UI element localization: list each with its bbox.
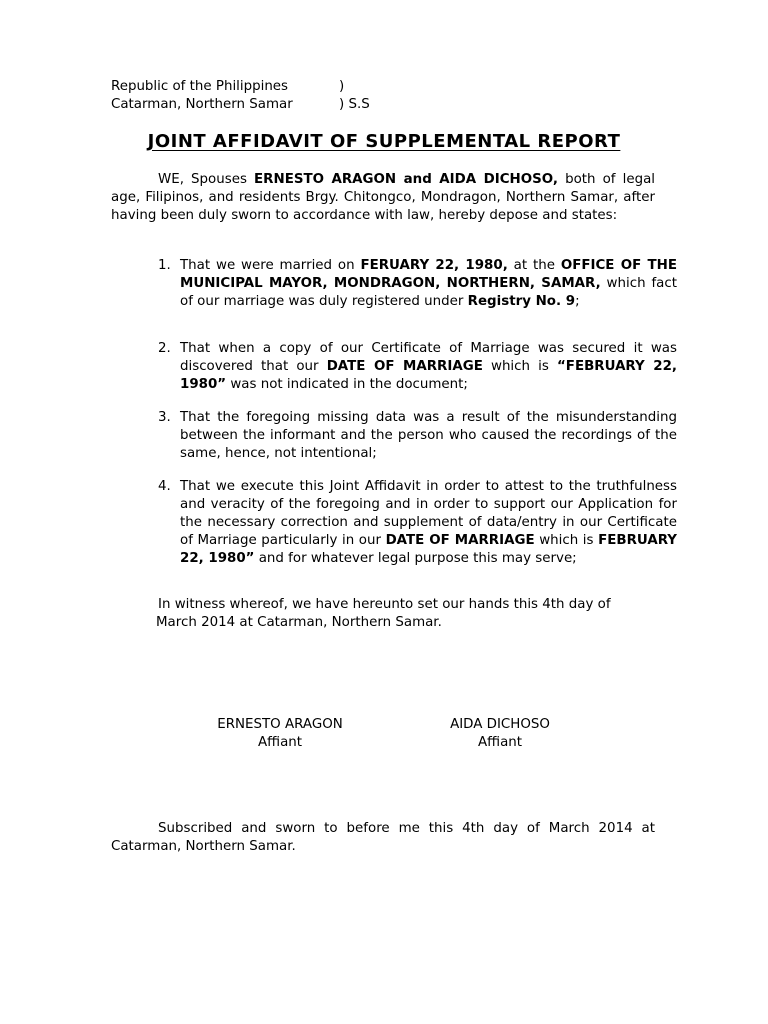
statement-number: 4. xyxy=(158,479,171,494)
statement-number: 3. xyxy=(158,410,171,425)
statement-item-3 xyxy=(158,409,677,463)
witness-line-2: March 2014 at Catarman, Northern Samar. xyxy=(156,615,442,630)
venue-block xyxy=(111,78,370,114)
signatory-name: AIDA DICHOSO xyxy=(450,717,550,732)
statement-text: ; xyxy=(575,294,580,309)
document-title xyxy=(0,131,768,153)
statement-text: That we were married on xyxy=(180,258,361,273)
statement-text: which fact of our marriage was duly registered under xyxy=(180,276,677,309)
statement-text: was not indicated in the document; xyxy=(226,377,468,392)
statement-registry: Registry No. 9 xyxy=(467,294,576,309)
statement-text: That the foregoing missing data was a result of the misunderstanding between the informant and the person who caused the recordings of the same, hence, not intentional; xyxy=(180,410,677,461)
statement-text: at the xyxy=(507,258,561,273)
statement-item-4 xyxy=(158,478,677,568)
witness-clause xyxy=(158,596,655,632)
witness-line-1: In witness whereof, we have hereunto set our hands this 4th day of xyxy=(158,597,611,612)
statement-date: “FEBRUARY 22, 1980” xyxy=(180,359,677,392)
statement-number: 2. xyxy=(158,341,171,356)
statement-emphasis: DATE OF MARRIAGE xyxy=(385,533,535,548)
signatory-role: Affiant xyxy=(257,735,303,750)
venue-line-country xyxy=(111,78,370,96)
venue-bracket: ) xyxy=(339,79,345,94)
statement-item-2 xyxy=(158,340,677,394)
statement-item-1 xyxy=(158,257,677,311)
intro-text-1: WE, Spouses xyxy=(158,172,255,187)
intro-affiants: ERNESTO ARAGON and AIDA DICHOSO, xyxy=(254,172,558,187)
statement-text: which is xyxy=(482,359,557,374)
signatory-husband xyxy=(190,716,370,752)
venue-ss: ) S.S xyxy=(339,97,370,112)
statement-date: FERUARY 22, 1980, xyxy=(360,258,508,273)
statement-text: That when a copy of our Certificate of Marriage was secured it was discovered that our xyxy=(180,341,677,374)
signatory-role: Affiant xyxy=(477,735,523,750)
statement-text: and for whatever legal purpose this may serve; xyxy=(254,551,577,566)
jurat-paragraph: Subscribed and sworn to before me this 4th day of March 2014 at Catarman, Northern Samar. xyxy=(111,821,655,854)
signatory-name: ERNESTO ARAGON xyxy=(217,717,343,732)
signatory-wife xyxy=(410,716,590,752)
intro-text-2: both of legal age, Filipinos, and residents Brgy. Chitongco, Mondragon, Northern Samar, after having been duly sworn to accordance with law, hereby depose and states: xyxy=(111,172,655,223)
statement-date: FEBRUARY 22, 1980” xyxy=(180,533,678,566)
statement-office: OFFICE OF THE MUNICIPAL MAYOR, MONDRAGON, NORTHERN, SAMAR, xyxy=(180,258,678,291)
statement-text: That we execute this Joint Affidavit in order to attest to the truthfulness and veracity of the foregoing and in order to support our Application for the necessary correction and supplement of data/entry in our Certificate of Marriage particularly in our xyxy=(180,479,677,548)
intro-paragraph xyxy=(111,171,655,225)
statement-emphasis: DATE OF MARRIAGE xyxy=(326,359,483,374)
statement-number: 1. xyxy=(158,258,171,273)
statement-text: which is xyxy=(534,533,599,548)
venue-city: Catarman, Northern Samar xyxy=(111,97,293,112)
venue-country: Republic of the Philippines xyxy=(111,79,289,94)
venue-line-city xyxy=(111,96,370,114)
document-title-text: JOINT AFFIDAVIT OF SUPPLEMENTAL REPORT xyxy=(147,131,621,152)
